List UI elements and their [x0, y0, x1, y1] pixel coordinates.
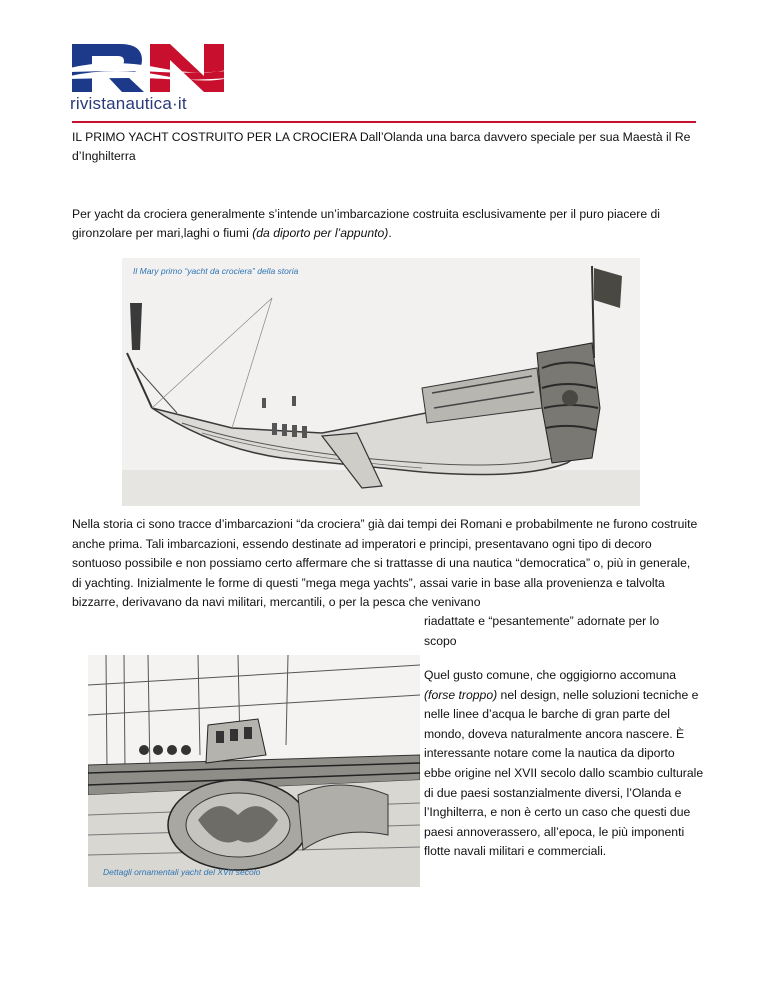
history-paragraph-tail: riadattate e “pesantemente” adornate per lo scopo	[424, 614, 660, 648]
logo-wordmark: rivistanautica·it	[70, 94, 187, 113]
rivistanautica-logo[interactable]	[70, 42, 240, 114]
intro-text-end: .	[388, 226, 392, 240]
origin-text-a: Quel gusto comune, che oggigiorno accomuna	[424, 668, 677, 682]
intro-paragraph	[72, 205, 702, 243]
intro-text-main: Per yacht da crociera generalmente s’intende un’imbarcazione costruita esclusivamente per il puro piacere di gironzolare per mari,laghi o fiumi	[72, 207, 661, 240]
article-title: IL PRIMO YACHT COSTRUITO PER LA CROCIERA Dall’Olanda una barca davvero speciale per sua Maestà il Re d’Inghilterra	[72, 130, 691, 163]
origin-paragraph	[424, 666, 704, 862]
rn-logo-icon	[70, 42, 240, 94]
ship-engraving-image	[122, 258, 640, 506]
figure2-caption: Dettagli ornamentali yacht del XVII secolo	[103, 867, 261, 877]
origin-text-emphasis: (forse troppo)	[424, 687, 498, 702]
ornamental-details-image	[88, 655, 420, 887]
header-rule	[72, 121, 696, 123]
intro-text-emphasis: (da diporto per l’appunto)	[252, 226, 389, 240]
figure1-caption: Il Mary primo “yacht da crociera” della storia	[133, 266, 299, 276]
history-paragraph: Nella storia ci sono tracce d’imbarcazioni “da crociera” già dai tempi dei Romani e probabilmente ne furono costruite anche prima. Tali imbarcazioni, essendo destinate ad imperatori e principi, presentavano ogni tipo di decoro sontuoso possibile e non possiamo certo affermare che si trattasse di una nautica “democratica” o, più in generale, di yachting. Inizialmente le forme di questi ”mega mega yachts”, assai varie in base alla provenienza e talvolta bizzarre, derivavano da navi militari, mercantili, o per la pesca che venivano	[72, 517, 698, 610]
origin-text-b: nel design, nelle soluzioni tecniche e nelle linee d’acqua le barche di gran parte del mondo, doveva naturalmente ancora nascere. È interessante notare come la nautica da diporto ebbe origine nel XVII secolo dallo scambio culturale di due paesi sostanzialmente diversi, l’Olanda e l’Inghilterra, e non è certo un caso che questi due paesi annoverassero, all’epoca, le più imponenti flotte navali militari e commerciali.	[424, 687, 704, 859]
